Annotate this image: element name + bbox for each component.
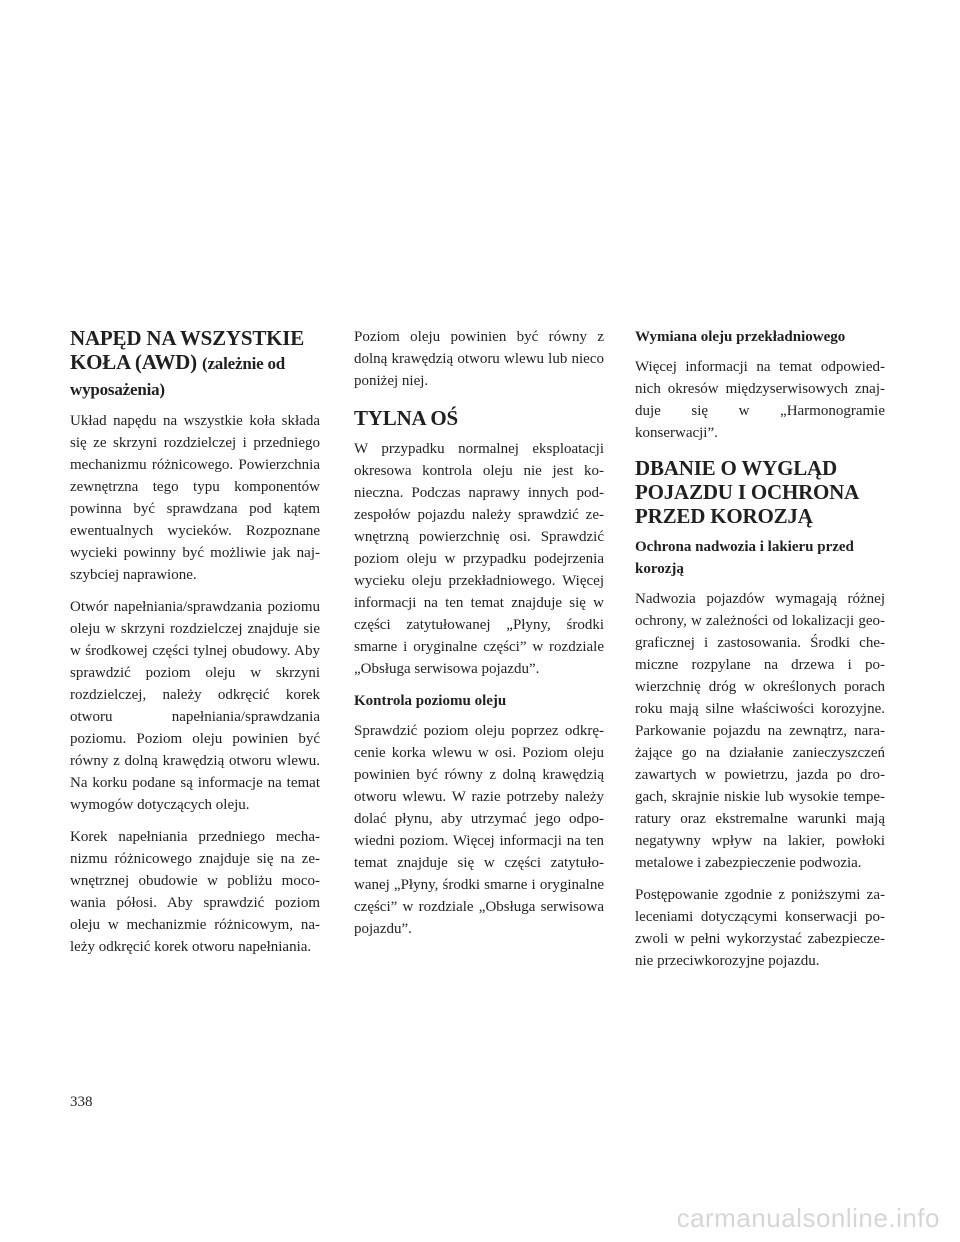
paragraph-transfer-case-check: Otwór napełniania/sprawdzania poziomu oleju w skrzyni rozdzielczej znajduje sie w środkowej części tylnej obudowy. Aby sprawdzić poziom oleju w skrzyni rozdzielczej, należy odkręcić korek otworu napełniania/sprawdzania poziomu. Poziom oleju powinien być równy z dolną krawędzią otworu wlewu. Na korku podane są informacje na temat wymogów dotyczących oleju. <box>70 599 320 813</box>
paragraph-body-protection: Nadwozia pojazdów wymagają różnej ochrony, w zależności od lokalizacji geograficznej i zastosowania. Środki chemiczne rozpylane na drzewa i powierzchnię dróg w określonych porach roku mają silne właściwości korozyjne. Parkowanie pojazdu na zewnątrz, narażające go na działanie zanieczyszczeń zawartych w powietrzu, jazda po drogach, skrajnie niskie lub wysokie temperatury oraz ekstremalne warunki mają negatywny wpływ na lakier, powłoki metalowe i zabezpieczenie podwozia. <box>635 591 885 871</box>
section-heading-awd <box>70 326 320 402</box>
paragraph-oil-level-check: Sprawdzić poziom oleju poprzez odkręcenie korka wlewu w osi. Poziom oleju powinien być równy z dolną krawędzią otworu wlewu. W razie potrzeby należy dolać płynu, aby utrzymać jego odpowiedni poziom. Więcej informacji na ten temat znajduje się w części zatytułowanej „Płyny, środki smarne i oryginalne części” w rozdziale „Obsługa serwisowa pojazdu”. <box>354 723 604 937</box>
paragraph-front-differential: Korek napełniania przedniego mechanizmu różnicowego znajduje się na zewnętrznej obudowie w pobliżu mocowania półosi. Aby sprawdzić poziom oleju w mechanizmie różnicowym, należy odkręcić korek otworu napełniania. <box>70 829 320 955</box>
column-middle <box>354 326 604 950</box>
section-heading-appearance-corrosion: DBANIE O WYGLĄD POJAZDU I OCHRONA PRZED KOROZJĄ <box>635 456 858 528</box>
column-left <box>70 326 320 968</box>
subheading-gear-oil-change: Wymiana oleju przekładniowego <box>635 329 846 345</box>
paragraph-oil-level-continued: Poziom oleju powinien być równy z dolną krawędzią otworu wlewu lub nieco poniżej niej. <box>354 329 604 389</box>
subheading-body-paint-protection: Ochrona nadwozia i lakieru przed korozją <box>635 539 854 577</box>
column-right <box>635 326 885 982</box>
subheading-oil-level-check: Kontrola poziomu oleju <box>354 693 507 709</box>
paragraph-gear-oil-change: Więcej informacji na temat odpowiednich okresów międzyserwisowych znajduje się w „Harmonogramie konserwacji”. <box>635 359 885 441</box>
paragraph-maintenance-advice: Postępowanie zgodnie z poniższymi zaleceniami dotyczącymi konserwacji pozwoli w pełni wykorzystać zabezpieczenie przeciwkorozyjne pojazdu. <box>635 887 885 969</box>
section-heading-awd-sub: (zależnie od wyposażenia) <box>70 354 286 399</box>
section-heading-awd-main: NAPĘD NA WSZYSTKIE KOŁA (AWD) <box>70 326 305 374</box>
watermark: carmanualsonline.info <box>676 1203 940 1233</box>
section-heading-rear-axle: TYLNA OŚ <box>354 406 459 430</box>
paragraph-awd-intro: Układ napędu na wszystkie koła składa się ze skrzyni rozdzielczej i przedniego mechanizmu różnicowego. Powierzchnia zewnętrzna tego typu komponentów powinna być sprawdzana pod kątem ewentualnych wycieków. Rozpoznane wycieki powinny być możliwie jak najszybciej naprawione. <box>70 413 320 583</box>
paragraph-rear-axle: W przypadku normalnej eksploatacji okresowa kontrola oleju nie jest konieczna. Podczas naprawy innych podzespołów pojazdu należy sprawdzić zewnętrzną powierzchnię osi. Sprawdzić poziom oleju w przypadku podejrzenia wycieku oleju przekładniowego. Więcej informacji na ten temat znajduje się w części zatytułowanej „Płyny, środki smarne i oryginalne części” w rozdziale „Obsługa serwisowa pojazdu”. <box>354 441 604 677</box>
page-number: 338 <box>70 1094 93 1110</box>
